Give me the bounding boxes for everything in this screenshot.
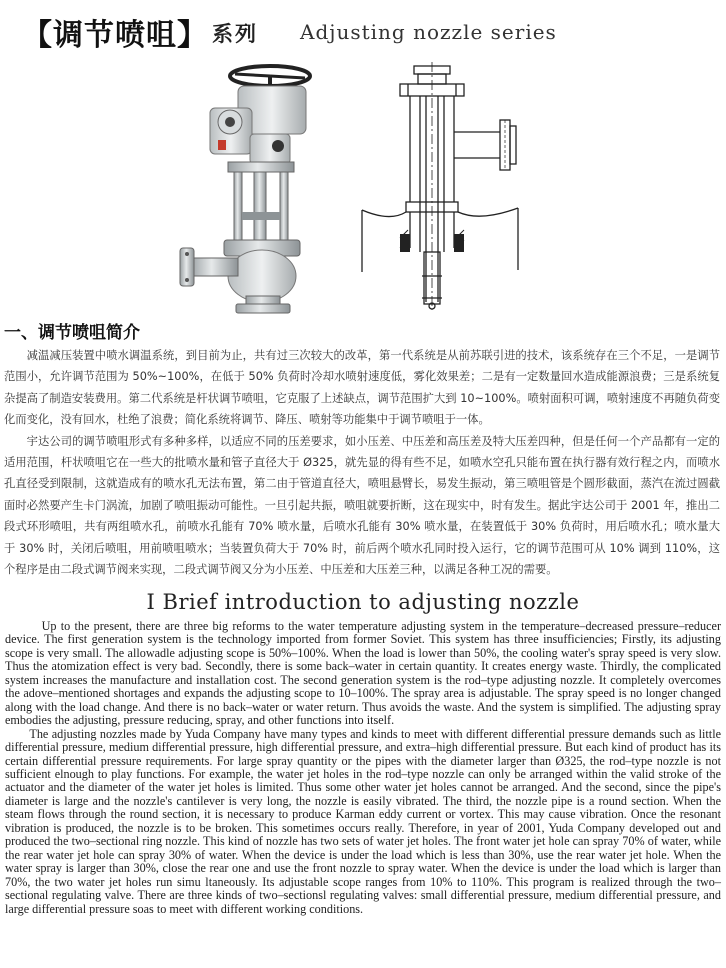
en-paragraph: The adjusting nozzles made by Yuda Company have many types and kinds to meet with different differential pressure demands such as little differential pressure, medium differential pressure, high differential pressure, and extra–high differential pressure. But each kind of product has its certain differential pressure requirements. For large spray quantity or the pipes with the diameter larger than Ø325, the rod–type nozzle is not sufficient elnough to play functions. For example, the water jet holes in the rod–type nozzle can only be arranged within the valid stroke of the actuator and the diameter of the water jet holes is limited. Thus some other water jet holes cannot be arranged. And the second, since the pipe's diameter is large and the nozzle's cantilever is very long, the nozzle is easily vibrated. The third, the nozzle pipe is a round section. When the steam flows through the round section, it is necessary to produce Karman eddy current or vortex. This may cause vibration. Once the resonant vibration is produced, the nozzle is to be broken. This sometimes occurs really. Therefore, in year of 2001, Yuda Company developed out and produced the two–sectional ring nozzle. This kind of nozzle has two sets of water jet holes. The front water jet hole can spray 70% of water, while the rear water jet hole can spray 30% of water. When the device is under the load which is less than 30%, use the rear water jet hole. When the water spray is larger than 30%, close the rear one and use the front nozzle to spray water. When the device is under the load which is larger than 70%, the two water jet holes run simu ltaneously. Its adjustable scope ranges from 10% to 110%. This program is realized through the two–sectional regulating valve. There are three kinds of two–sectionsl regulating valves: small differential pressure, medium differential pressure, and large differential pressure soas to meet with different working conditions. xyxy=(5,726,721,916)
section-heading-cn: 一、调节喷咀简介 xyxy=(4,323,140,343)
nozzle-actuator-photo xyxy=(150,62,325,314)
title-chinese: 【调节喷咀】 xyxy=(22,18,208,53)
cn-paragraph: 宇达公司的调节喷咀形式有多种多样，以适应不同的压差要求，如小压差、中压差和高压差及特大压差四种，但是任何一个产品都有一定的适用范围，杆状喷咀它在一些大的批喷水量和管子直径大于 Ø325，就先显的得有些不足，如喷水空孔只能布置在执行器有效行程之内，而喷水孔直径受到限制，这就造成有的喷水孔无法布置，第二由于管道直径大，喷咀悬臂长，易发生振动，第三喷咀管是个圆形截面，蒸汽在流过圆截面时必然要产生卡门涡流，加剧了喷咀振动可能性。一旦引起共振，喷咀就要折断，这在现实中，时有发生。据此宇达公司于 2001 年，推出二段式环形喷咀，共有两组喷水孔，前喷水孔能有 70% 喷水量，后喷水孔能有 30% 喷水量，在装置低于 30% 负荷时，用后喷水孔；喷水量大于 30% 时，关闭后喷咀，用前喷咀喷水；当装置负荷大于 70% 时，前后两个喷水孔同时投入运行，它的调节范围可从 10% 调到 110%，这个程序是由二段式调节阀来实现，二段式调节阀又分为小压差、中压差和大压差三种，以满足各种工况的需要。 xyxy=(4,434,720,577)
nozzle-section-drawing xyxy=(360,62,520,312)
cn-paragraph: 减温减压装置中喷水调温系统，到目前为止，共有过三次较大的改革，第一代系统是从前苏联引进的技术，该系统存在三个不足，一是调节范围小，允许调节范围为 50%~100%，在低于 50% 负荷时冷却水喷射速度低，雾化效果差；二是有一定数量回水造成能源浪费；三是系统复杂提高了制造安装费用。第二代系统是杆状调节喷咀，它克服了上述缺点，调节范围扩大到 10~100%。喷射面积可调，喷射速度不再随负荷变化而变化，没有回水，杜绝了浪费；简化系统将调节、降压、喷射等功能集中于调节喷咀于一体。 xyxy=(4,349,720,427)
page-header xyxy=(22,10,712,53)
section-heading-en: I Brief introduction to adjusting nozzle xyxy=(146,590,580,614)
title-english: Adjusting nozzle series xyxy=(300,20,557,44)
en-paragraph: Up to the present, there are three big reforms to the water temperature adjusting system in the temperature–decreased pressure–reducer device. The first generation system is the technology imported from former Soviet. This system has three insufficiencies; Firstly, its adjusting scope is very small. The allowadle adjusting scope is 50%–100%. When the load is lower than 50%, the cooling water's spray speed is very slow. Thus the atomization effect is very bad. Secondly, there is some back–water in certain quantity. It creates energy waste. Thirdly, the complicated system increases the manufacture and installation cost. The second generation system is the rod–type adjusting nozzle. It completely overcomes the adove–mentioned shortages and expands the adjusting scope to 10–100%. The spray area is adjustable. The spray speed is no longer changed along with the load change. And there is no back–water or water return. Thus avoids the waste. And the system is simplified. The adjusting spray embodies the adjusting, pressure reducing, spray, and other functions into itself. xyxy=(5,619,721,728)
chinese-body xyxy=(4,345,720,580)
english-body xyxy=(5,620,721,916)
title-series: 系列 xyxy=(212,22,258,46)
